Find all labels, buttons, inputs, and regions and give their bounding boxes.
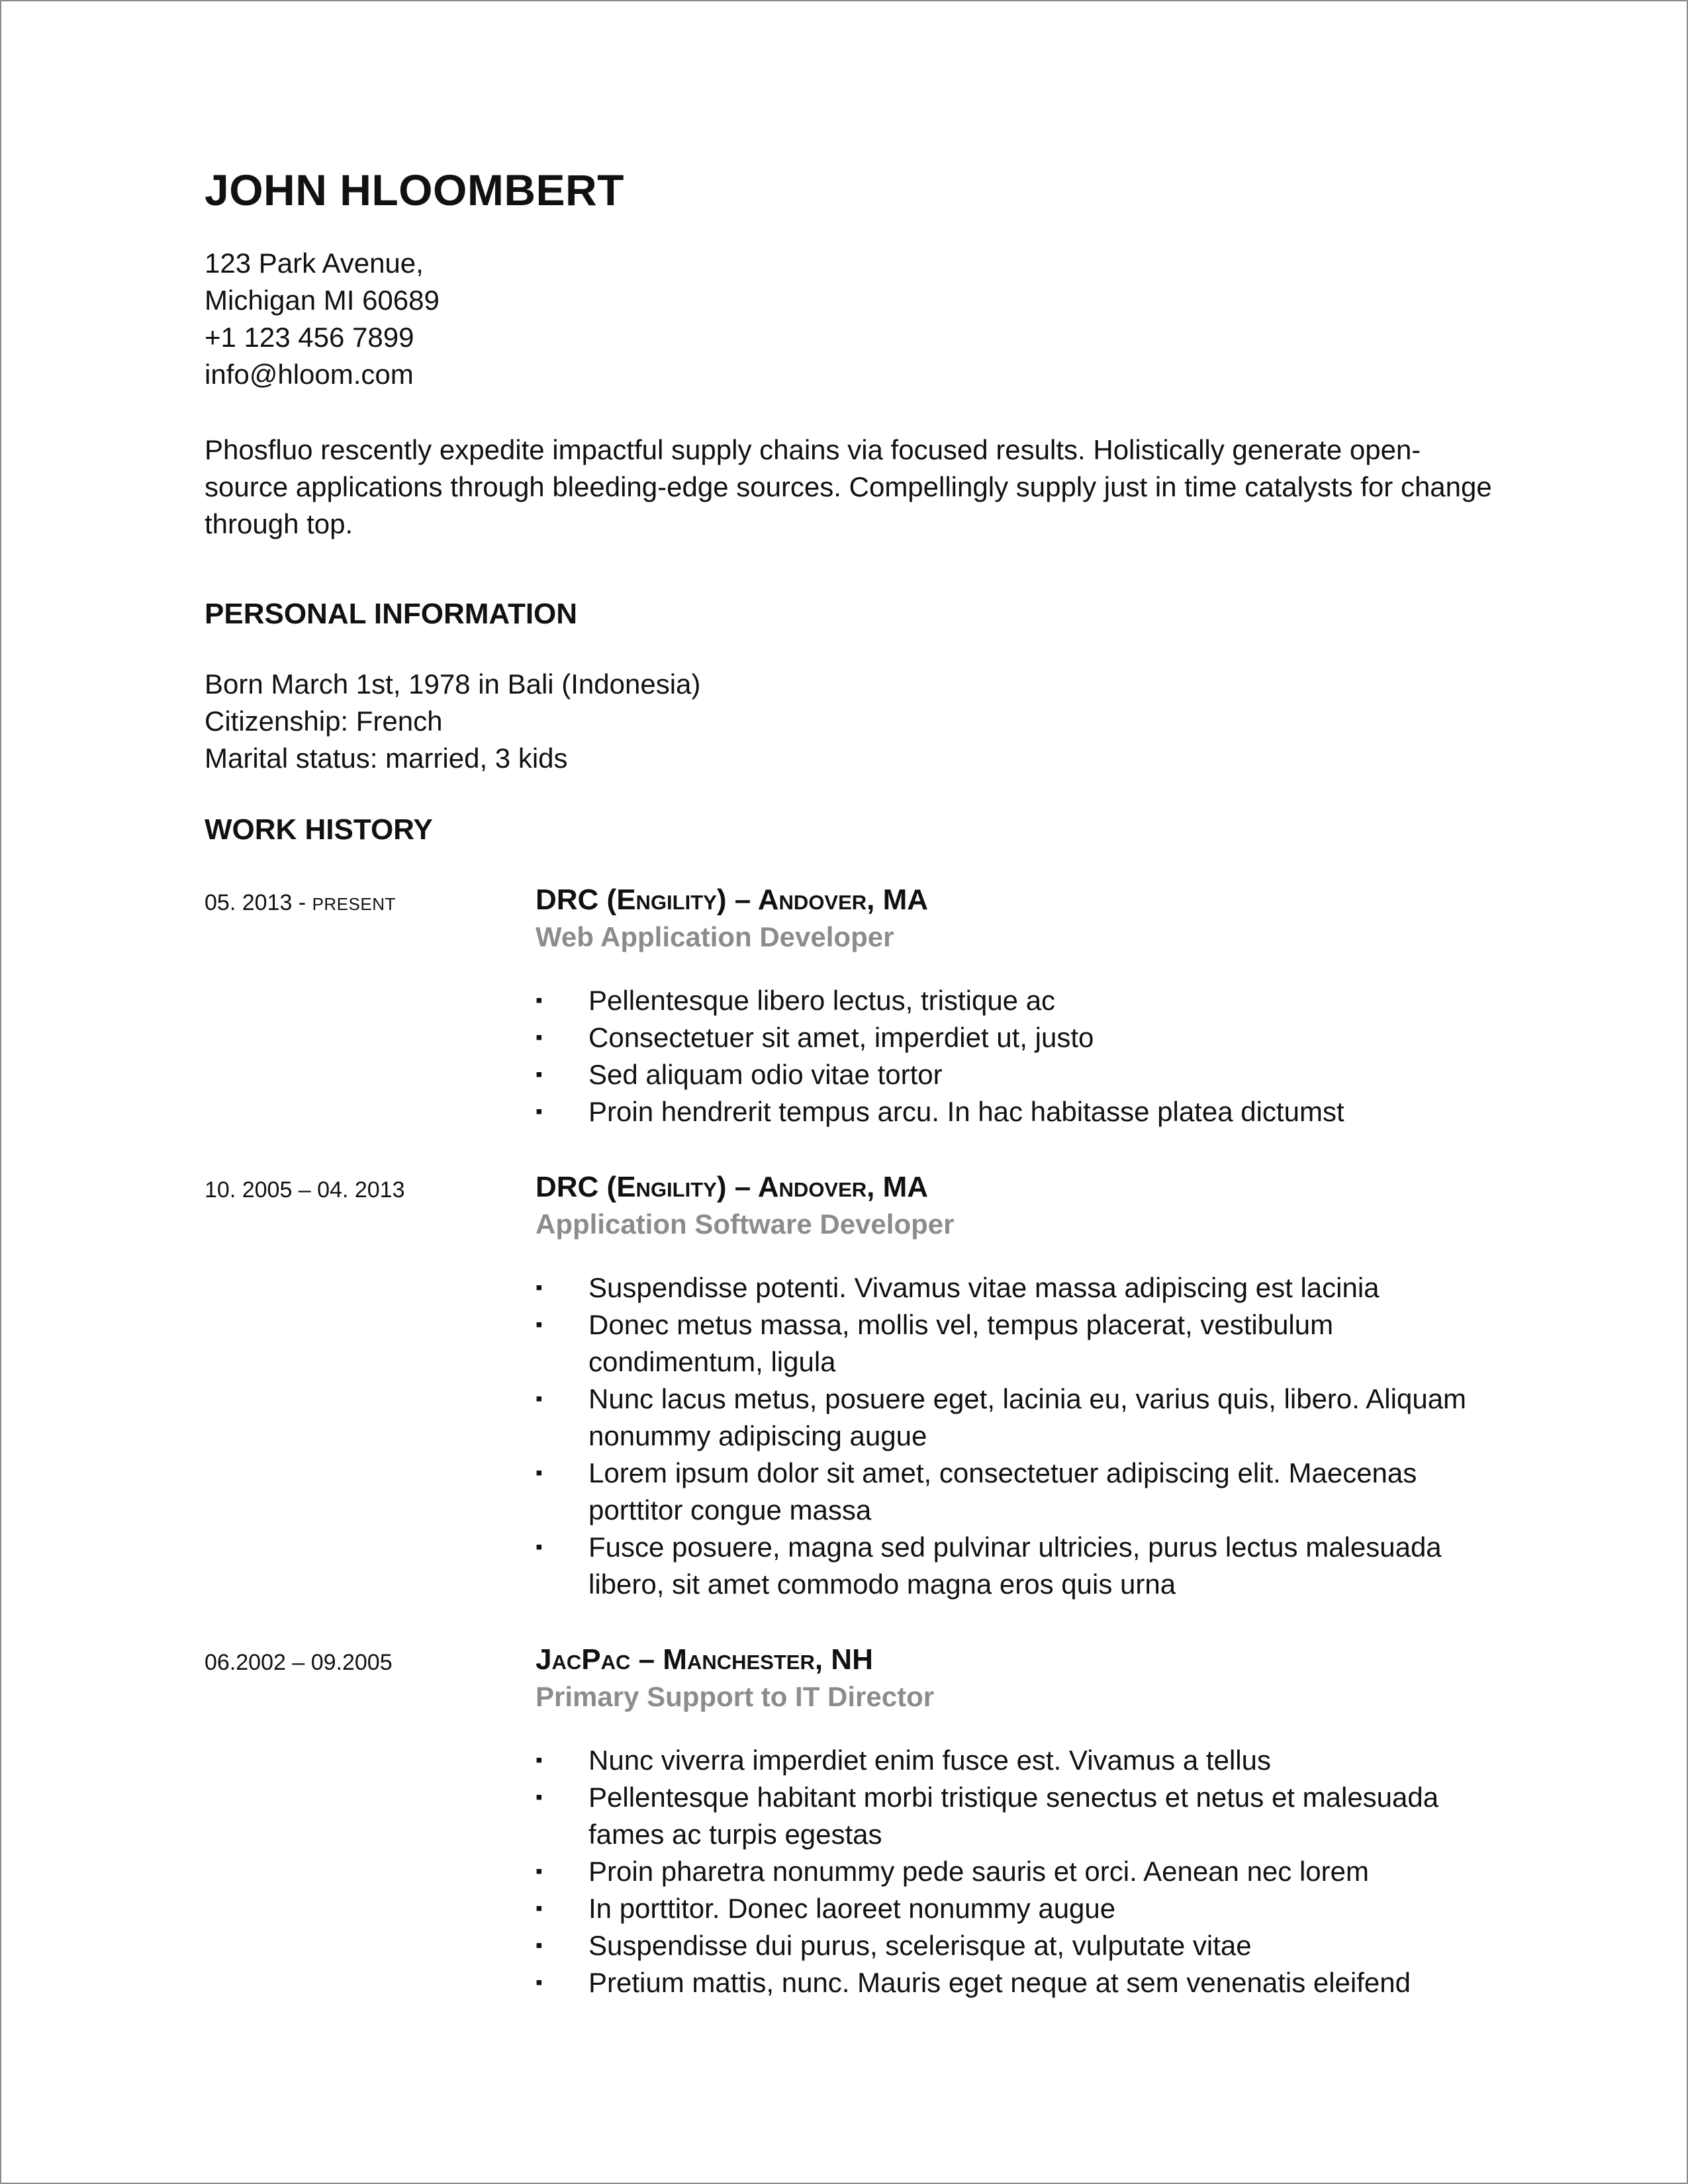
job-title: Primary Support to IT Director xyxy=(536,1681,935,1712)
company-name: JacPac – Manchester, NH xyxy=(536,1643,873,1676)
responsibility-item xyxy=(536,1455,1502,1529)
responsibility-item xyxy=(536,1093,1502,1130)
job-entry xyxy=(205,1169,1502,1603)
square-bullet-icon: ▪ xyxy=(536,1026,543,1048)
square-bullet-icon: ▪ xyxy=(536,1897,543,1919)
responsibility-item xyxy=(536,1056,1502,1093)
job-date-range: 05. 2013 - xyxy=(205,890,312,915)
responsibility-list xyxy=(536,1742,1502,2001)
job-title: Application Software Developer xyxy=(536,1208,955,1240)
phone-number: +1 123 456 7899 xyxy=(205,322,414,353)
responsibility-text: In porttitor. Donec laoreet nonummy augue xyxy=(588,1893,1116,1924)
responsibility-item xyxy=(536,982,1502,1019)
job-date-present: PRESENT xyxy=(312,894,396,914)
responsibility-text: Proin pharetra nonummy pede sauris et orci. Aenean nec lorem xyxy=(588,1856,1369,1887)
citizenship-info: Citizenship: French xyxy=(205,705,443,737)
responsibility-text: Pretium mattis, nunc. Mauris eget neque at sem venenatis eleifend xyxy=(588,1967,1411,1998)
responsibility-item xyxy=(536,1927,1502,1964)
job-date-range: 10. 2005 – 04. 2013 xyxy=(205,1177,405,1203)
square-bullet-icon: ▪ xyxy=(536,1462,543,1484)
email-address: info@hloom.com xyxy=(205,359,414,390)
company-name: DRC (Engility) – Andover, MA xyxy=(536,1171,929,1203)
responsibility-item xyxy=(536,1742,1502,1779)
contact-block xyxy=(205,245,1502,393)
personal-information-heading: PERSONAL INFORMATION xyxy=(205,598,578,630)
responsibility-text: Pellentesque habitant morbi tristique senectus et netus et malesuada fames ac turpis egestas xyxy=(588,1782,1439,1850)
work-history-list xyxy=(205,882,1502,2001)
company-name: DRC (Engility) – Andover, MA xyxy=(536,884,929,916)
responsibility-item xyxy=(536,1306,1502,1381)
job-title: Web Application Developer xyxy=(536,921,894,952)
job-entry xyxy=(205,1641,1502,2001)
responsibility-item xyxy=(536,1853,1502,1890)
square-bullet-icon: ▪ xyxy=(536,1064,543,1085)
responsibility-text: Nunc viverra imperdiet enim fusce est. Vivamus a tellus xyxy=(588,1745,1271,1776)
responsibility-text: Donec metus massa, mollis vel, tempus placerat, vestibulum condimentum, ligula xyxy=(588,1309,1334,1377)
job-date xyxy=(205,1641,536,1681)
responsibility-list xyxy=(536,1269,1502,1603)
responsibility-text: Lorem ipsum dolor sit amet, consectetuer adipiscing elit. Maecenas porttitor congue massa xyxy=(588,1457,1417,1525)
job-date xyxy=(205,1169,536,1208)
responsibility-text: Suspendisse dui purus, scelerisque at, vulputate vitae xyxy=(588,1930,1252,1961)
address-line-2: Michigan MI 60689 xyxy=(205,285,440,316)
responsibility-text: Consectetuer sit amet, imperdiet ut, justo xyxy=(588,1022,1094,1053)
job-details xyxy=(536,882,1502,1130)
responsibility-item xyxy=(536,1381,1502,1455)
address-line-1: 123 Park Avenue, xyxy=(205,248,424,279)
responsibility-text: Nunc lacus metus, posuere eget, lacinia eu, varius quis, libero. Aliquam nonummy adipiscing augue xyxy=(588,1383,1467,1451)
responsibility-text: Pellentesque libero lectus, tristique ac xyxy=(588,985,1056,1016)
responsibility-item xyxy=(536,1779,1502,1853)
responsibility-item xyxy=(536,1964,1502,2001)
square-bullet-icon: ▪ xyxy=(536,1101,543,1122)
square-bullet-icon: ▪ xyxy=(536,1860,543,1882)
personal-information-block xyxy=(205,666,1502,777)
responsibility-item xyxy=(536,1269,1502,1306)
responsibility-text: Suspendisse potenti. Vivamus vitae massa adipiscing est lacinia xyxy=(588,1272,1380,1303)
responsibility-item xyxy=(536,1890,1502,1927)
job-entry xyxy=(205,882,1502,1130)
resume-content xyxy=(205,160,1502,2001)
square-bullet-icon: ▪ xyxy=(536,1749,543,1771)
responsibility-text: Fusce posuere, magna sed pulvinar ultricies, purus lectus malesuada libero, sit amet commodo magna eros quis urna xyxy=(588,1531,1442,1600)
square-bullet-icon: ▪ xyxy=(536,1388,543,1410)
square-bullet-icon: ▪ xyxy=(536,1536,543,1558)
responsibility-item xyxy=(536,1529,1502,1603)
job-details xyxy=(536,1169,1502,1603)
work-history-heading: WORK HISTORY xyxy=(205,813,433,846)
profile-summary: Phosfluo rescently expedite impactful supply chains via focused results. Holistically generate open-source applications through bleeding-edge sources. Compellingly supply just in time catalysts for change through top. xyxy=(205,434,1492,539)
responsibility-item xyxy=(536,1019,1502,1056)
square-bullet-icon: ▪ xyxy=(536,1314,543,1336)
job-details xyxy=(536,1641,1502,2001)
square-bullet-icon: ▪ xyxy=(536,989,543,1011)
square-bullet-icon: ▪ xyxy=(536,1786,543,1808)
square-bullet-icon: ▪ xyxy=(536,1934,543,1956)
responsibility-text: Proin hendrerit tempus arcu. In hac habitasse platea dictumst xyxy=(588,1096,1344,1127)
marital-status-info: Marital status: married, 3 kids xyxy=(205,743,568,774)
job-date-range: 06.2002 – 09.2005 xyxy=(205,1650,393,1675)
birth-info: Born March 1st, 1978 in Bali (Indonesia) xyxy=(205,668,701,700)
candidate-name: JOHN HLOOMBERT xyxy=(205,165,624,214)
square-bullet-icon: ▪ xyxy=(536,1972,543,1993)
responsibility-text: Sed aliquam odio vitae tortor xyxy=(588,1059,943,1090)
responsibility-list xyxy=(536,982,1502,1130)
square-bullet-icon: ▪ xyxy=(536,1277,543,1298)
job-date xyxy=(205,882,536,923)
